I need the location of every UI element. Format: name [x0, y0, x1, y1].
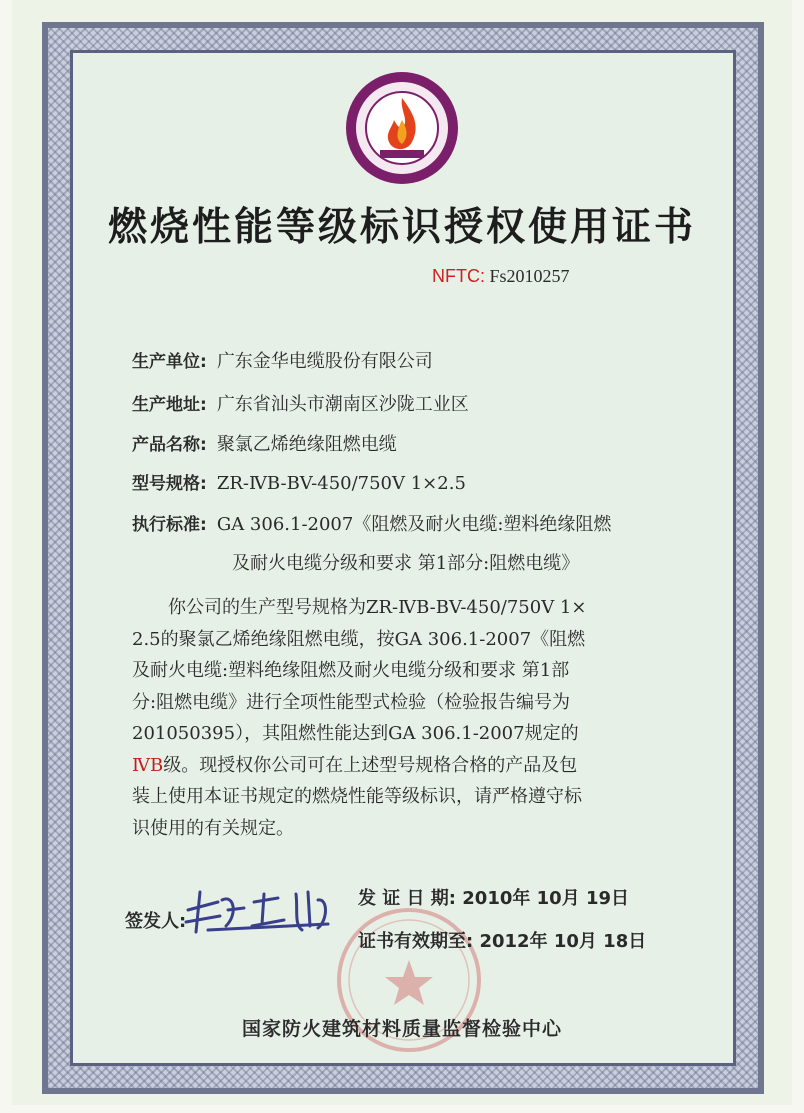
- body-line: 分:阻燃电缆》进行全项性能型式检验（检验报告编号为: [132, 691, 571, 713]
- field-label: 型号规格:: [132, 474, 207, 494]
- issuing-authority: 国家防火建筑材料质量监督检验中心: [241, 1018, 562, 1040]
- grade-value: ⅣB: [132, 754, 164, 776]
- issue-date: [358, 884, 629, 910]
- star-icon: [385, 960, 433, 1005]
- cert-no-label: NFTC:: [432, 266, 485, 286]
- certificate-number: [432, 266, 570, 287]
- cert-no-value: Fs2010257: [489, 266, 570, 286]
- field-maker: [132, 347, 433, 373]
- field-value: 广东省汕头市潮南区沙陇工业区: [216, 394, 469, 415]
- field-standard-continued: 及耐火电缆分级和要求 第1部分:阻燃电缆》: [232, 553, 580, 574]
- field-standard: [132, 510, 611, 536]
- body-line: 及耐火电缆:塑料绝缘阻燃及耐火电缆分级和要求 第1部: [132, 660, 570, 681]
- issue-date-value: 2010年 10月 19日: [462, 888, 630, 909]
- handwritten-signature: [178, 880, 358, 940]
- field-value: GA 306.1-2007《阻燃及耐火电缆:塑料绝缘阻燃: [216, 514, 612, 535]
- field-model: [132, 469, 466, 494]
- field-label: 生产单位:: [132, 352, 207, 372]
- body-line: 201050395），其阻燃性能达到GA 306.1-2007规定的: [132, 723, 579, 744]
- field-value: ZR-ⅣB-BV-450/750V 1×2.5: [216, 473, 466, 494]
- field-address: [132, 390, 469, 416]
- field-label: 生产地址:: [132, 395, 207, 415]
- valid-until-label: 证书有效期至:: [358, 931, 474, 952]
- field-label: 执行标准:: [132, 515, 207, 535]
- valid-until: [358, 927, 646, 953]
- body-line: [132, 750, 680, 782]
- issue-date-label: 发 证 日 期:: [358, 888, 456, 909]
- field-value: 广东金华电缆股份有限公司: [216, 351, 433, 372]
- body-line: 装上使用本证书规定的燃烧性能等级标识，请严格遵守标: [132, 786, 582, 807]
- authorization-paragraph: [132, 592, 680, 844]
- field-label: 产品名称:: [132, 435, 207, 455]
- emblem-logo: [344, 70, 460, 186]
- valid-until-value: 2012年 10月 18日: [479, 931, 647, 952]
- field-value: 聚氯乙烯绝缘阻燃电缆: [216, 434, 397, 455]
- body-line-rest: 级。现授权你公司可在上述型号规格合格的产品及包: [163, 754, 578, 776]
- body-line: 你公司的生产型号规格为ZR-ⅣB-BV-450/750V 1×: [168, 597, 587, 618]
- certificate-title: 燃烧性能等级标识授权使用证书: [107, 204, 696, 250]
- signer-label: 签发人:: [125, 911, 187, 932]
- body-line: 识使用的有关规定。: [132, 817, 294, 839]
- field-product: [132, 430, 397, 456]
- body-line: 2.5的聚氯乙烯绝缘阻燃电缆，按GA 306.1-2007《阻燃: [132, 628, 586, 650]
